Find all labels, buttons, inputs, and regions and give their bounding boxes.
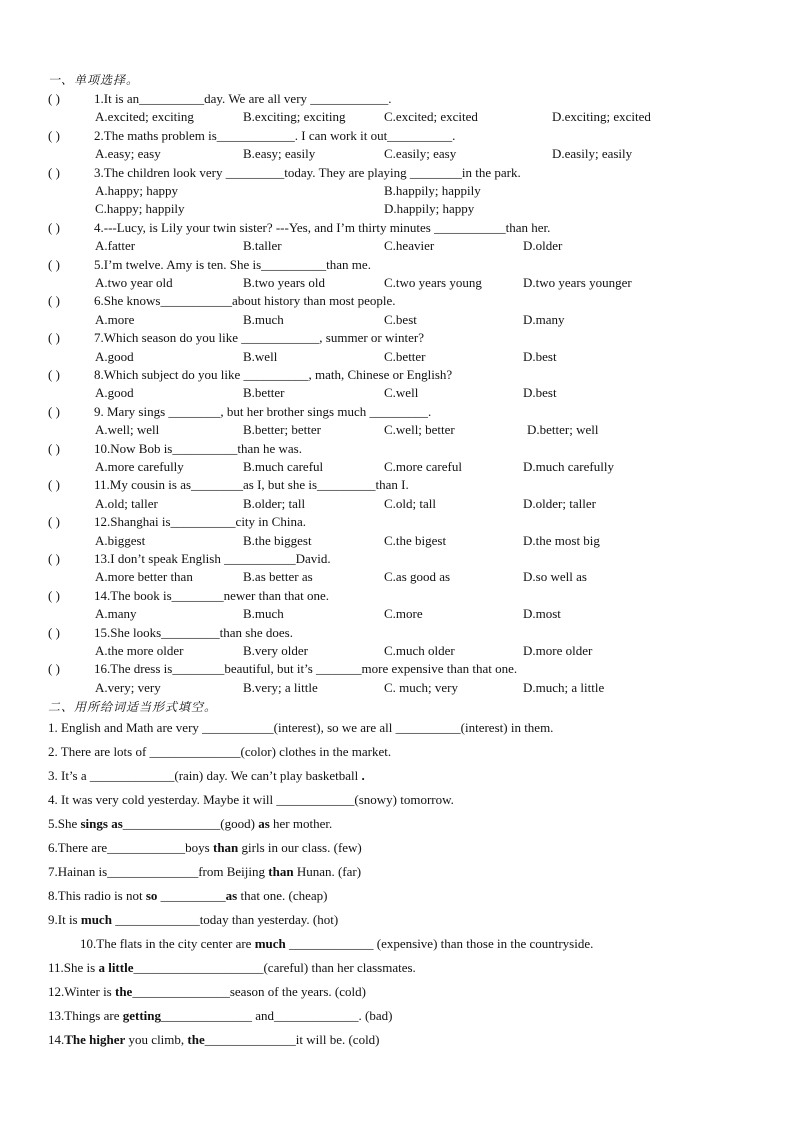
bold-keyword: much [80, 912, 112, 928]
question-text: 3.The children look very _________today. They are playing ________in the park. [94, 164, 521, 180]
option-a: A.more [95, 311, 135, 327]
option-b: B.better; better [243, 422, 321, 438]
item-text: _______________season of the years. (cold) [132, 984, 366, 1000]
item-text: 6.There are____________boys [48, 840, 213, 856]
option-a: A.well; well [95, 422, 160, 438]
question-text: 15.She looks_________than she does. [94, 624, 293, 640]
bold-keyword: as [258, 816, 270, 832]
option-a: A.good [95, 385, 134, 401]
option-c: C. much; very [384, 679, 459, 695]
item-text: ____________________(careful) than her classmates. [133, 960, 416, 976]
option-c: C.two years young [384, 275, 482, 290]
option-d: D.many [523, 311, 565, 327]
option-c: C.well; better [384, 422, 455, 438]
option-b: B.very older [243, 643, 308, 658]
question-text: 14.The book is________newer than that one. [94, 587, 330, 603]
fill-item [48, 720, 553, 736]
answer-paren[interactable]: ( ) [48, 219, 60, 235]
bold-keyword: a little [98, 960, 134, 976]
option-d: D.exciting; excited [552, 109, 651, 125]
fill-item [48, 816, 332, 832]
option-d: D.older; taller [523, 495, 596, 511]
option-c: C.excited; excited [384, 109, 478, 125]
answer-paren[interactable]: ( ) [48, 164, 60, 180]
answer-paren[interactable]: ( ) [48, 661, 60, 677]
option-a: A.the more older [95, 643, 184, 658]
option-b: B.easy; easily [243, 146, 316, 162]
bold-keyword: getting [122, 1008, 162, 1024]
answer-paren[interactable]: ( ) [48, 551, 60, 566]
answer-paren[interactable]: ( ) [48, 256, 60, 272]
item-text: 5.She [48, 816, 81, 832]
answer-paren[interactable]: ( ) [48, 587, 60, 603]
fill-item [48, 744, 391, 760]
question-text: 10.Now Bob is__________than he was. [94, 440, 302, 456]
option-b: B.two years old [243, 275, 325, 290]
item-text: 13.Things are [48, 1008, 123, 1024]
option-d: D.best [523, 385, 557, 401]
option-c: C.old; tall [384, 495, 436, 511]
item-text: 11.She is [48, 960, 99, 976]
item-text: __________ [157, 888, 226, 904]
question-text: 12.Shanghai is__________city in China. [94, 514, 306, 530]
option-b: B.the biggest [243, 532, 312, 548]
item-text: ______________it will be. (cold) [204, 1032, 380, 1048]
question-text: 4.---Lucy, is Lily your twin sister? ---Yes, and I’m thirty minutes ___________than her. [94, 219, 551, 235]
option-b: B.much [243, 311, 284, 327]
option-c: C.best [384, 311, 417, 327]
question-text: 8.Which subject do you like __________, math, Chinese or English? [94, 367, 453, 382]
bold-keyword: the [115, 984, 133, 1000]
option-d: D.much; a little [523, 679, 605, 695]
option-d: D.more older [523, 643, 593, 658]
option-b: B.very; a little [243, 679, 318, 695]
option-a: A.easy; easy [95, 146, 161, 162]
item-text: 9.It is [48, 912, 81, 928]
question-text: 16.The dress is________beautiful, but it’s _______more expensive than that one. [94, 661, 518, 677]
question-text: 5.I’m twelve. Amy is ten. She is__________than me. [94, 256, 371, 272]
question-text: 13.I don’t speak English ___________David. [94, 551, 331, 566]
option-d: D.happily; happy [384, 201, 475, 217]
question-text: 2.The maths problem is____________. I can work it out__________. [94, 127, 456, 143]
item-text: her mother. [269, 816, 333, 832]
item-text: 7.Hainan is______________from Beijing [48, 864, 269, 880]
option-c: C.well [384, 385, 419, 401]
item-text: ______________ and_____________. (bad) [161, 1008, 393, 1024]
bold-keyword: the [187, 1032, 205, 1048]
bold-keyword: The higher [64, 1032, 126, 1048]
option-a: A.biggest [95, 532, 146, 548]
item-text: 8.This radio is not [48, 888, 146, 904]
option-d: D.two years younger [523, 275, 632, 290]
fill-item [48, 960, 416, 976]
option-a: A.happy; happy [95, 183, 179, 198]
question-text: 1.It is an__________day. We are all very ____________. [94, 91, 392, 106]
bold-keyword: sings as [80, 816, 123, 832]
option-b: B.much careful [243, 459, 324, 474]
option-c: C.much older [384, 643, 455, 658]
item-text: 10.The flats in the city center are [80, 936, 255, 952]
item-text: that one. (cheap) [237, 888, 328, 904]
section-2-title: 二、用所给词适当形式填空。 [48, 700, 218, 715]
bold-keyword: than [213, 840, 239, 856]
option-b: B.older; tall [243, 495, 306, 511]
option-a: A.old; taller [95, 495, 158, 511]
option-b: B.better [243, 385, 285, 401]
option-a: A.more carefully [95, 459, 184, 474]
item-text: girls in our class. (few) [238, 840, 362, 856]
question-text: 9. Mary sings ________, but her brother sings much _________. [94, 403, 432, 419]
answer-paren[interactable]: ( ) [48, 403, 60, 419]
item-text: 2. There are lots of ______________(color) clothes in the market. [48, 744, 392, 760]
fill-item [48, 984, 366, 1000]
bold-keyword: so [145, 888, 158, 904]
fill-item [48, 912, 338, 928]
option-b: B.much [243, 606, 284, 622]
option-d: D.much carefully [523, 459, 614, 474]
item-text: 14. [48, 1032, 65, 1048]
answer-paren[interactable]: ( ) [48, 477, 60, 493]
option-a: A.more better than [95, 569, 193, 585]
answer-paren[interactable]: ( ) [48, 293, 60, 309]
item-text: _______________(good) [122, 816, 259, 832]
option-d: D.so well as [523, 569, 587, 585]
fill-item [48, 864, 361, 880]
option-c: C.as good as [384, 569, 451, 585]
item-text: 1. English and Math are very ___________(interest), so we are all __________(interest) in them. [48, 720, 554, 736]
option-b: B.taller [243, 238, 282, 254]
option-a: A.very; very [95, 679, 161, 695]
option-c: C.heavier [384, 238, 435, 254]
fill-item [48, 792, 454, 808]
option-d: D.older [523, 238, 563, 254]
item-text: _____________today than yesterday. (hot) [111, 912, 339, 928]
question-text: 7.Which season do you like ____________, summer or winter? [94, 330, 424, 346]
question-text: 11.My cousin is as________as I, but she is_________than I. [94, 477, 409, 493]
item-text: you climb, [125, 1032, 188, 1048]
fill-item [48, 1032, 380, 1048]
answer-paren[interactable]: ( ) [48, 330, 60, 346]
bold-keyword: as [225, 888, 238, 904]
answer-paren[interactable]: ( ) [48, 514, 60, 530]
answer-paren[interactable]: ( ) [48, 440, 60, 456]
option-d: D.easily; easily [552, 146, 633, 162]
section-1-title: 一、单项选择。 [48, 73, 140, 87]
option-b: B.happily; happily [384, 183, 481, 198]
option-c: C.more careful [384, 459, 462, 474]
option-c: C.easily; easy [384, 146, 457, 162]
option-b: B.well [243, 348, 278, 364]
question-text: 6.She knows___________about history than most people. [94, 293, 396, 309]
item-text: 12.Winter is [48, 984, 115, 1000]
item-text: Hunan. (far) [293, 864, 362, 880]
option-d: D.the most big [523, 532, 600, 548]
item-text: 3. It’s a _____________(rain) day. We can’t play basketball [48, 768, 359, 784]
option-c: C.the bigest [384, 532, 447, 548]
option-a: A.good [95, 348, 134, 364]
option-d: D.better; well [527, 422, 599, 438]
option-c: C.happy; happily [95, 201, 185, 217]
answer-paren[interactable]: ( ) [48, 367, 60, 382]
option-a: A.two year old [95, 275, 173, 290]
item-text: _____________ (expensive) than those in the countryside. [285, 936, 594, 952]
option-c: C.more [384, 606, 423, 622]
bold-keyword: much [254, 936, 286, 952]
option-b: B.as better as [243, 569, 313, 585]
option-c: C.better [384, 348, 426, 364]
item-text: 4. It was very cold yesterday. Maybe it will ____________(snowy) tomorrow. [48, 792, 454, 808]
answer-paren[interactable]: ( ) [48, 624, 60, 640]
option-a: A.many [95, 606, 137, 622]
answer-paren[interactable]: ( ) [48, 127, 60, 143]
fill-item [48, 768, 365, 784]
fill-item [48, 888, 327, 904]
answer-paren[interactable]: ( ) [48, 91, 60, 106]
option-b: B.exciting; exciting [243, 109, 346, 125]
fill-item [48, 840, 362, 856]
bold-keyword: . [358, 768, 365, 784]
option-a: A.excited; exciting [95, 109, 194, 125]
fill-item [48, 1008, 392, 1024]
bold-keyword: than [268, 864, 294, 880]
option-a: A.fatter [95, 238, 136, 254]
fill-item [80, 936, 593, 952]
option-d: D.best [523, 348, 557, 364]
option-d: D.most [523, 606, 561, 622]
